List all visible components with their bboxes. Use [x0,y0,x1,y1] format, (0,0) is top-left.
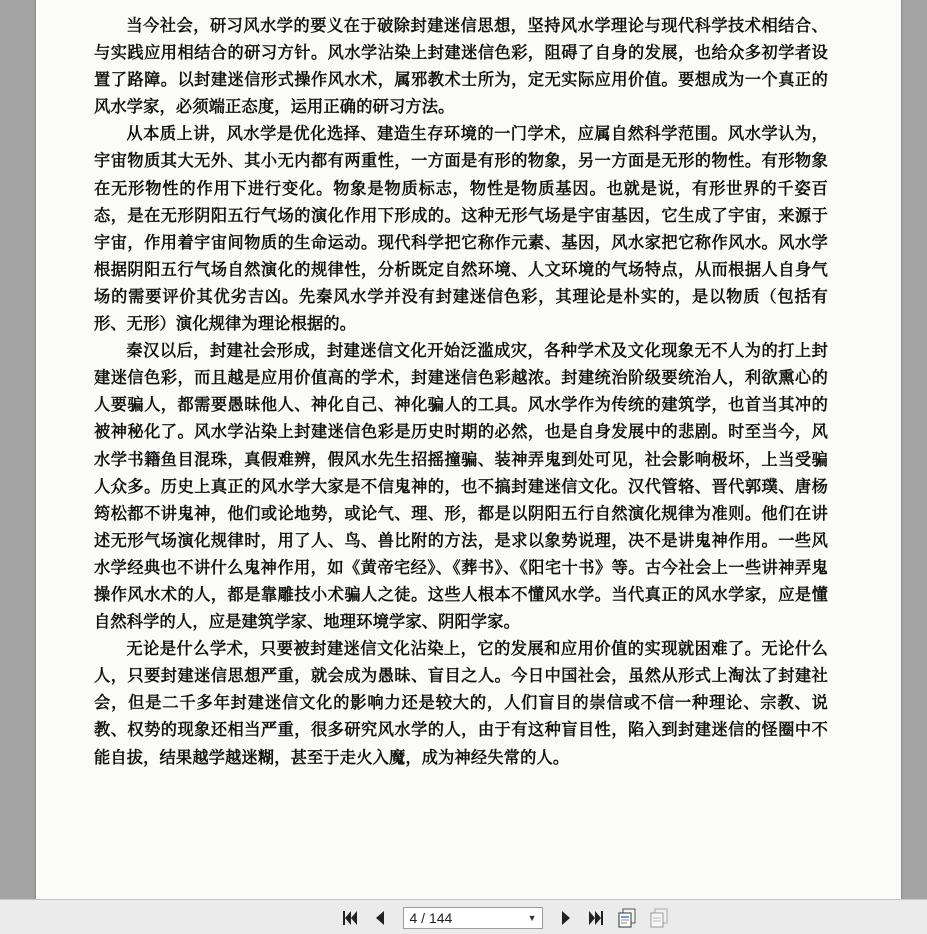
single-page-view-icon [616,908,638,928]
two-page-view-button[interactable] [647,907,671,929]
paragraph-3: 秦汉以后，封建社会形成，封建迷信文化开始泛滥成灾，各种学术及文化现象无不人为的打上封建迷信色彩，而且越是应用价值高的学术，封建迷信色彩越浓。封建统治阶级要统治人，利欲熏心的人要骗人，都需要愚昧他人、神化自己、神化骗人的工具。风水学作为传统的建筑学，也首当其冲的被神秘化了。风水学沾染上封建迷信色彩是历史时期的必然，也是自身发展中的悲剧。时至当今，风水学书籍鱼目混珠，真假难辨，假风水先生招摇撞骗、装神弄鬼到处可见，社会影响极坏，上当受骗人众多。历史上真正的风水学大家是不信鬼神的，也不搞封建迷信文化。汉代管辂、晋代郭璞、唐杨筠松都不讲鬼神，他们或论地势，或论气、理、形，都是以阴阳五行自然演化规律为准则。他们在讲述无形气场演化规律时，用了人、鸟、兽比附的方法，是求以象势说理，决不是讲鬼神作用。一些风水学经典也不讲什么鬼神作用，如《黄帝宅经》、《葬书》、《阳宅十书》等。古今社会上一些讲神弄鬼操作风水术的人，都是靠雕技小术骗人之徒。这些人根本不懂风水学。当代真正的风水学家，应是懂自然科学的人，应是建筑学家、地理环境学家、阴阳学家。 [94,341,828,632]
page-text-body [94,12,828,771]
last-page-button[interactable] [585,907,607,929]
paragraph-4: 无论是什么学术，只要被封建迷信文化沾染上，它的发展和应用价值的实现就困难了。无论什么人，只要封建迷信思想严重，就会成为愚昧、盲目之人。今日中国社会，虽然从形式上淘汰了封建社会，但是二千多年封建迷信文化的影响力还是较大的，人们盲目的崇信或不信一种理论、宗教、说教、权势的现象还相当严重，很多研究风水学的人，由于有这种盲目性，陷入到封建迷信的怪圈中不能自拔，结果越学越迷糊，甚至于走火入魔，成为神经失常的人。 [94,639,828,767]
last-page-icon [587,909,605,927]
navigation-toolbar [0,899,927,934]
document-page[interactable] [36,0,901,899]
first-page-icon [341,909,359,927]
previous-page-button[interactable] [369,907,391,929]
paragraph-1: 当今社会，研习风水学的要义在于破除封建迷信思想，坚持风水学理论与现代科学技术相结合、与实践应用相结合的研习方针。风水学沾染上封建迷信色彩，阻碍了自身的发展，也给众多初学者设置了路障。以封建迷信形式操作风水术，属邪教术士所为，定无实际应用价值。要想成为一个真正的风水学家，必须端正态度，运用正确的研习方法。 [94,16,828,117]
next-page-button[interactable] [555,907,577,929]
two-page-view-icon [648,908,670,928]
chevron-down-icon: ▼ [527,912,537,923]
page-navigation [339,907,671,929]
first-page-button[interactable] [339,907,361,929]
next-page-icon [559,909,573,927]
previous-page-icon [373,909,387,927]
paragraph-2: 从本质上讲，风水学是优化选择、建造生存环境的一门学术，应属自然科学范围。风水学认为，宇宙物质其大无外、其小无内都有两重性，一方面是有形的物象，另一方面是无形的物性。有形物象在无形物性的作用下进行变化。物象是物质标志，物性是物质基因。也就是说，有形世界的千姿百态，是在无形阴阳五行气场的演化作用下形成的。这种无形气场是宇宙基因，它生成了宇宙，来源于宇宙，作用着宇宙间物质的生命运动。现代科学把它称作元素、基因，风水家把它称作风水。风水学根据阴阳五行气场自然演化的规律性，分析既定自然环境、人文环境的气场特点，从而根据人自身气场的需要评价其优劣吉凶。先秦风水学并没有封建迷信色彩，其理论是朴实的，是以物质（包括有形、无形）演化规律为理论根据的。 [94,124,828,334]
single-page-view-button[interactable] [615,907,639,929]
page-number-select[interactable] [403,907,543,929]
page-indicator: 4 / 144 [409,909,453,926]
